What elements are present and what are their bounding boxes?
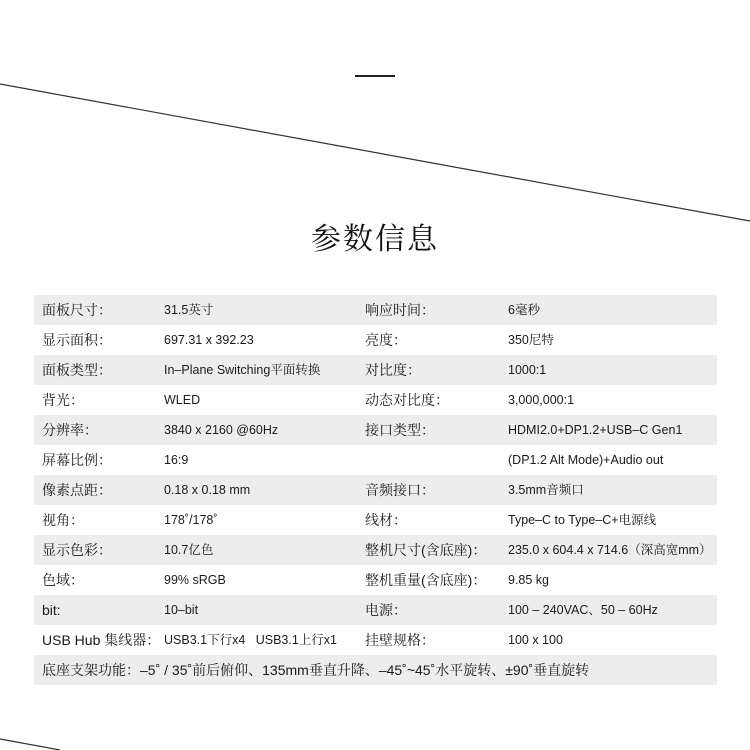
spec-value: 99% sRGB: [164, 573, 226, 587]
page-title: 参数信息: [311, 223, 439, 256]
spec-label: 面板类型：: [42, 362, 112, 378]
spec-table: [34, 295, 717, 685]
stand-features: 底座支架功能：–5˚ / 35˚前后俯仰、135mm垂直升降、–45˚~45˚水平旋转、±90˚垂直旋转: [42, 662, 590, 678]
spec-row: [34, 625, 717, 655]
spec-value: 31.5英寸: [164, 303, 214, 317]
spec-label: 对比度：: [365, 362, 421, 378]
spec-value: 16:9: [164, 453, 189, 467]
spec-row: [34, 295, 717, 325]
spec-value: Type–C to Type–C+电源线: [508, 513, 657, 527]
spec-value: 100 – 240VAC、50 – 60Hz: [508, 603, 658, 617]
spec-value: 10–bit: [164, 603, 199, 617]
spec-label: 屏幕比例：: [42, 452, 112, 468]
spec-label: 背光：: [42, 392, 84, 408]
spec-value: 697.31 x 392.23: [164, 333, 254, 347]
spec-value: In–Plane Switching平面转换: [164, 363, 321, 377]
spec-value: 6毫秒: [508, 303, 540, 317]
spec-label: 像素点距：: [42, 482, 112, 498]
spec-value: 10.7亿色: [164, 543, 214, 557]
spec-value: 350尼特: [508, 333, 554, 347]
spec-label: 视角：: [42, 512, 84, 528]
spec-label: 整机重量(含底座)：: [365, 572, 487, 588]
spec-value: WLED: [164, 393, 201, 407]
spec-row: [34, 595, 717, 625]
spec-value: 235.0 x 604.4 x 714.6（深高宽mm）: [508, 543, 712, 557]
spec-row: [34, 355, 717, 385]
spec-row: [34, 445, 717, 475]
spec-value: 0.18 x 0.18 mm: [164, 483, 251, 497]
spec-row: [34, 535, 717, 565]
spec-value: 3840 x 2160 @60Hz: [164, 423, 279, 437]
spec-label: 分辨率：: [42, 422, 98, 438]
diagonal-line-top: [0, 84, 750, 221]
spec-value: 1000:1: [508, 363, 547, 377]
spec-row-stand: [34, 655, 717, 685]
spec-row: [34, 385, 717, 415]
diagonal-line-bottom: [0, 739, 60, 750]
spec-value: (DP1.2 Alt Mode)+Audio out: [508, 453, 664, 467]
spec-value: USB3.1下行x4 USB3.1上行x1: [164, 633, 337, 647]
spec-label: 显示面积：: [42, 332, 112, 348]
spec-value: 3,000,000:1: [508, 393, 575, 407]
spec-value: HDMI2.0+DP1.2+USB–C Gen1: [508, 423, 683, 437]
spec-label: 色域：: [42, 572, 84, 588]
spec-row: [34, 415, 717, 445]
spec-row: [34, 505, 717, 535]
spec-value: 100 x 100: [508, 633, 563, 647]
spec-label: 动态对比度：: [365, 392, 449, 408]
spec-row: [34, 565, 717, 595]
spec-value: 9.85 kg: [508, 573, 550, 587]
spec-label: bit:: [42, 602, 61, 618]
spec-row: [34, 475, 717, 505]
spec-label: 面板尺寸：: [42, 302, 112, 318]
spec-row: [34, 325, 717, 355]
spec-label: 显示色彩：: [42, 542, 112, 558]
spec-label: USB Hub 集线器：: [42, 632, 161, 648]
spec-value: 3.5mm音频口: [508, 483, 584, 497]
spec-label: 整机尺寸(含底座)：: [365, 542, 487, 558]
spec-label: 音频接口：: [365, 482, 435, 498]
spec-label: 电源：: [365, 602, 407, 618]
spec-label: 响应时间：: [365, 302, 435, 318]
spec-label: 接口类型：: [365, 422, 435, 438]
spec-label: 挂壁规格：: [365, 632, 435, 648]
spec-label: 线材：: [365, 512, 407, 528]
spec-label: 亮度：: [365, 332, 407, 348]
spec-value: 178˚/178˚: [164, 513, 218, 527]
